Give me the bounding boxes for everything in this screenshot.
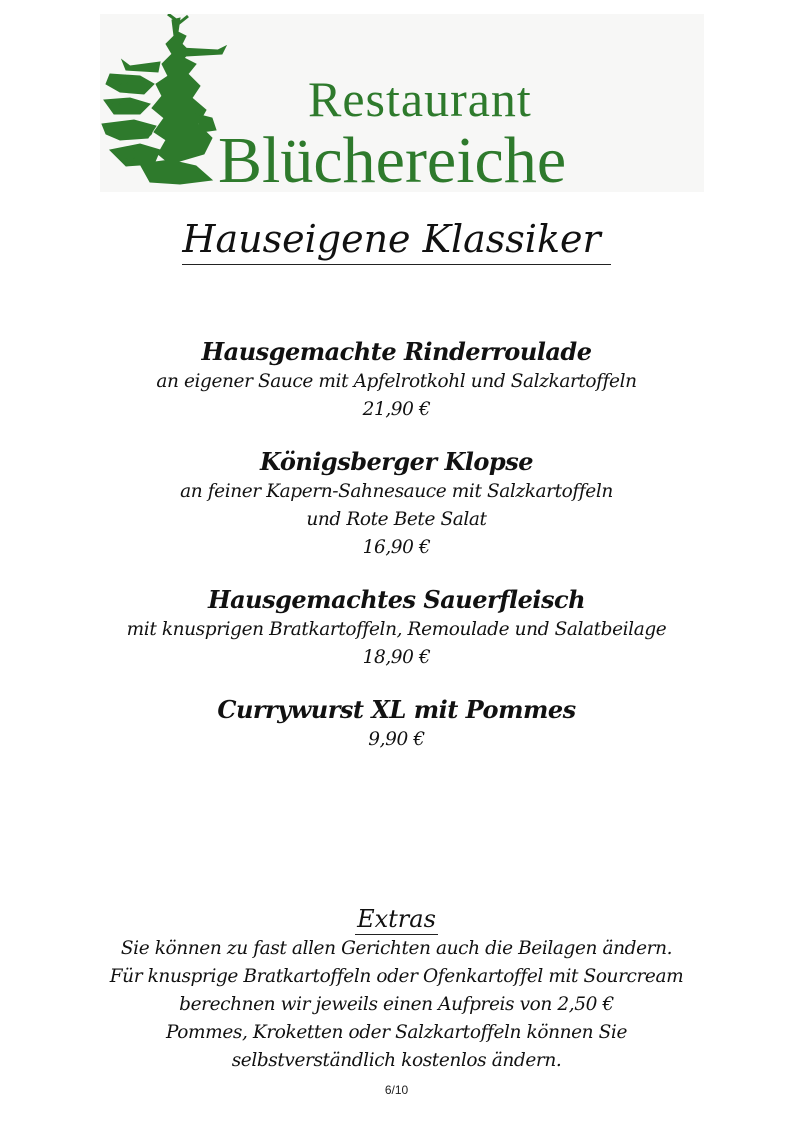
dish-item [0, 694, 793, 754]
logo-text-bluechereiche: Blüchereiche [218, 124, 567, 197]
dish-description: an feiner Kapern-Sahnesauce mit Salzkartoffeln [180, 481, 613, 502]
dish-price: 16,90 € [362, 537, 431, 558]
restaurant-logo [100, 14, 704, 197]
dish-name: Hausgemachtes Sauerfleisch [207, 585, 586, 614]
extras-line: berechnen wir jeweils einen Aufpreis von 2,50 € [179, 994, 614, 1015]
dish-description: an eigener Sauce mit Apfelrotkohl und Salzkartoffeln [156, 371, 637, 392]
extras-line: Pommes, Kroketten oder Salzkartoffeln können Sie [166, 1022, 627, 1043]
dish-name: Hausgemachte Rinderroulade [201, 337, 592, 366]
dish-name: Königsberger Klopse [260, 447, 533, 476]
extras-line: selbstverständlich kostenlos ändern. [231, 1050, 562, 1071]
logo-text-restaurant: Restaurant [308, 71, 532, 127]
dish-price: 18,90 € [362, 647, 431, 668]
extras-title-text: Extras [357, 905, 436, 933]
menu-list [0, 336, 793, 754]
page-title-text: Hauseigene Klassiker [182, 220, 610, 265]
dish-price: 9,90 € [368, 729, 425, 750]
extras-title [0, 903, 793, 935]
dish-price: 21,90 € [362, 399, 431, 420]
dish-description: mit knusprigen Bratkartoffeln, Remoulade und Salatbeilage [126, 619, 667, 640]
extras-line: Für knusprige Bratkartoffeln oder Ofenkartoffel mit Sourcream [109, 966, 684, 987]
page-title [0, 217, 793, 265]
extras-line: Sie können zu fast allen Gerichten auch die Beilagen ändern. [120, 938, 673, 959]
dish-name: Currywurst XL mit Pommes [217, 695, 576, 724]
page-number: 6/10 [384, 1083, 409, 1097]
dish-item [0, 336, 793, 424]
extras-section [0, 903, 793, 1075]
dish-item [0, 446, 793, 562]
dish-item [0, 584, 793, 672]
dish-description: und Rote Bete Salat [306, 509, 487, 530]
